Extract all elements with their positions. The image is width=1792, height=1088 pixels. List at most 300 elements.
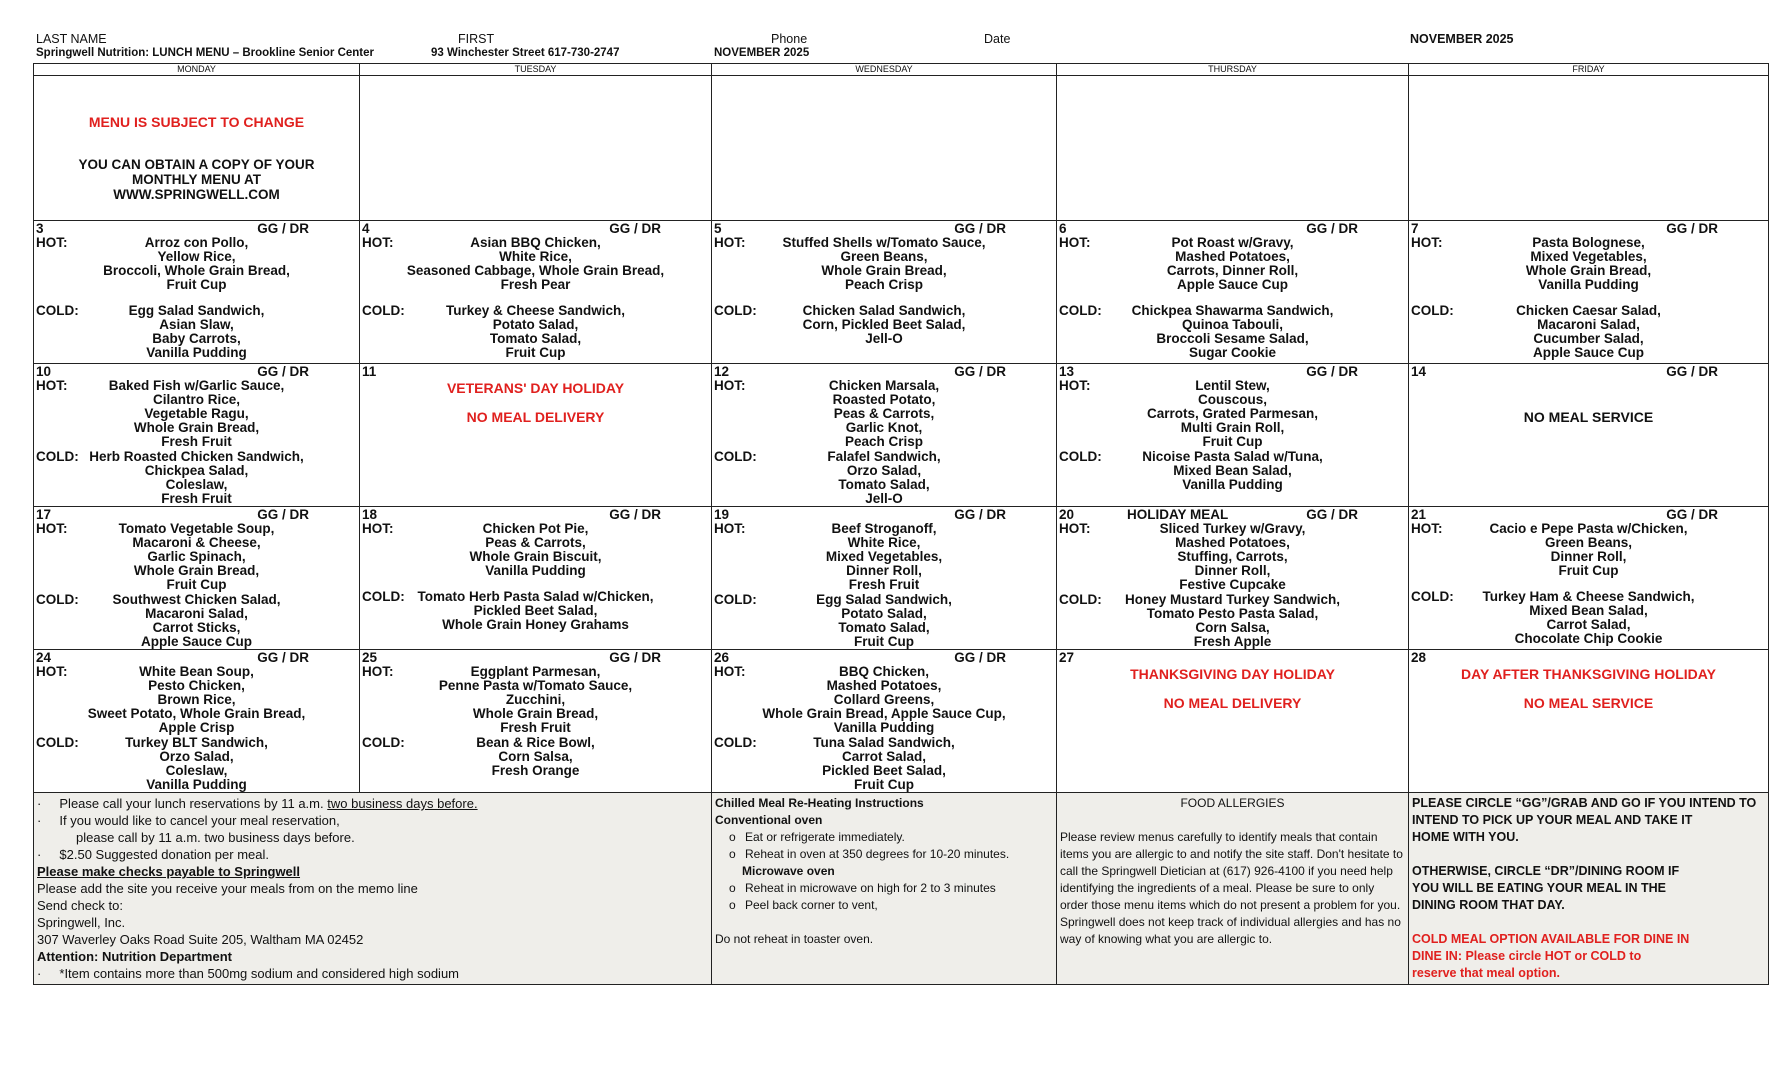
week-row [34, 650, 1769, 793]
notice-row [34, 76, 1769, 221]
grab-and-go-info [1409, 793, 1769, 985]
day-header: MONDAY [34, 64, 360, 76]
day-cell [712, 650, 1057, 793]
empty-cell [712, 76, 1057, 221]
month-heading-top: NOVEMBER 2025 [1410, 32, 1514, 46]
menu-item: Pot Roast w/Gravy, [1171, 235, 1294, 250]
gg-dr-choice: GG / DR [609, 507, 661, 522]
menu-item: Southwest Chicken Salad, [112, 592, 281, 607]
reservation-deadline-emphasis: two business days before. [327, 796, 478, 811]
menu-item: Garlic Knot, [845, 420, 923, 435]
cold-label: COLD: [362, 735, 405, 750]
hot-menu [1057, 236, 1408, 292]
reservation-deadline: Please call your lunch reservations by 11 a.m. [59, 796, 324, 811]
reheat-title: Chilled Meal Re-Heating Instructions [715, 796, 924, 810]
cold-label: COLD: [714, 449, 757, 464]
menu-item: Carrots, Grated Parmesan, [1146, 406, 1319, 421]
cold-menu [360, 736, 711, 778]
menu-item: Pesto Chicken, [148, 678, 245, 693]
hot-label: HOT: [1411, 521, 1443, 536]
menu-item: Corn, Pickled Beet Salad, [802, 317, 966, 332]
menu-title: Springwell Nutrition: LUNCH MENU – Brookline Senior Center [36, 47, 374, 59]
hot-label: HOT: [362, 521, 394, 536]
menu-item: Fruit Cup [1558, 563, 1619, 578]
weekday-header-row [34, 64, 1769, 76]
sodium-note: *Item contains more than 500mg sodium and considered high sodium [59, 966, 460, 981]
menu-item: BBQ Chicken, [838, 664, 930, 679]
menu-item: Eggplant Parmesan, [470, 664, 601, 679]
gg-dr-choice: GG / DR [609, 221, 661, 236]
dr-line: YOU WILL BE EATING YOUR MEAL IN THE [1412, 881, 1666, 895]
menu-item: Fruit Cup [166, 577, 227, 592]
hot-menu [360, 236, 711, 292]
date-number: 24 [36, 650, 52, 665]
hot-label: HOT: [36, 235, 68, 250]
hot-menu [34, 379, 359, 449]
menu-item: Coleslaw, [165, 477, 228, 492]
menu-item: Carrots, Dinner Roll, [1166, 263, 1299, 278]
date-number: 28 [1411, 650, 1427, 665]
gg-dr-choice: GG / DR [257, 507, 309, 522]
hot-menu [34, 665, 359, 735]
week-row [34, 221, 1769, 364]
hot-label: HOT: [362, 235, 394, 250]
menu-item: Penne Pasta w/Tomato Sauce, [438, 678, 633, 693]
day-cell [1409, 650, 1769, 793]
menu-item: Carrot Salad, [1546, 617, 1631, 632]
menu-item: Tomato Vegetable Soup, [118, 521, 275, 536]
menu-item: Chickpea Shawarma Sandwich, [1131, 303, 1334, 318]
food-allergies-info [1057, 793, 1409, 985]
menu-item: Asian Slaw, [159, 317, 234, 332]
menu-item: Tuna Salad Sandwich, [813, 735, 955, 750]
menu-item: Cilantro Rice, [152, 392, 241, 407]
hot-menu [1057, 522, 1408, 592]
hot-label: HOT: [1059, 235, 1091, 250]
hot-label: HOT: [1059, 378, 1091, 393]
menu-item: Turkey BLT Sandwich, [125, 735, 268, 750]
menu-item: Quinoa Tabouli, [1182, 317, 1283, 332]
menu-item: Baked Fish w/Garlic Sauce, [108, 378, 285, 393]
date-number: 5 [714, 221, 722, 236]
menu-item: Collard Greens, [833, 692, 935, 707]
menu-item: Fruit Cup [166, 277, 227, 292]
cold-menu [34, 450, 359, 506]
date-number: 11 [362, 364, 377, 379]
day-cell [712, 221, 1057, 364]
hot-menu [1409, 236, 1768, 292]
day-cell [34, 364, 360, 507]
hot-menu [712, 665, 1056, 735]
month-heading: NOVEMBER 2025 [714, 47, 810, 59]
cold-label: COLD: [36, 303, 79, 318]
menu-item: Stuffing, Carrots, [1177, 549, 1288, 564]
cancel-info: If you would like to cancel your meal reservation, [59, 813, 340, 828]
menu-item: Green Beans, [840, 249, 928, 264]
cold-label: COLD: [36, 449, 79, 464]
menu-item: Apple Sauce Cup [140, 634, 253, 649]
hot-label: HOT: [1059, 521, 1091, 536]
date-number: 6 [1059, 221, 1067, 236]
reheat-step: o Peel back corner to vent, [729, 898, 878, 912]
hot-label: HOT: [1411, 235, 1443, 250]
empty-cell [1409, 76, 1769, 221]
menu-item: Fresh Fruit [848, 577, 920, 592]
cold-menu [1057, 304, 1408, 360]
last-name-label: LAST NAME [36, 32, 107, 46]
menu-item: Corn Salsa, [1195, 620, 1270, 635]
cold-menu [1057, 593, 1408, 649]
menu-item: Brown Rice, [157, 692, 236, 707]
menu-item: Mashed Potatoes, [826, 678, 942, 693]
cold-label: COLD: [1059, 592, 1102, 607]
menu-item: Apple Sauce Cup [1176, 277, 1289, 292]
menu-item: Orzo Salad, [159, 749, 234, 764]
day-cell [1409, 364, 1769, 507]
cold-option-line: COLD MEAL OPTION AVAILABLE FOR DINE IN [1412, 932, 1690, 946]
gg-dr-choice: GG / DR [1666, 221, 1718, 236]
gg-dr-choice: GG / DR [257, 221, 309, 236]
menu-item: Peach Crisp [844, 434, 924, 449]
menu-item: Fruit Cup [505, 345, 566, 360]
date-number: 13 [1059, 364, 1075, 379]
menu-item: Sliced Turkey w/Gravy, [1159, 521, 1306, 536]
cold-menu [34, 304, 359, 360]
menu-item: Dinner Roll, [1194, 563, 1271, 578]
cold-menu [712, 304, 1056, 346]
reservation-info: · Please call your lunch reservations by 11 a.m. two business days before. · If you would like to cancel your meal reservation, please call by 11 a.m. two business days before. · $2.50 Suggested donation per meal. Please make checks payable to Springwell Please add the site you receive your meals from on the memo line Send check to: Springwell, Inc. 307 Waverley Oaks Road Suite 205, Waltham MA 02452 Attention: Nutrition Department · *Item contains more than 500mg sodium and considered high sodium [34, 793, 712, 985]
menu-item: Fresh Pear [500, 277, 571, 292]
menu-item: Vanilla Pudding [485, 563, 586, 578]
menu-item: Whole Grain Bread, [133, 563, 260, 578]
hot-menu [712, 236, 1056, 292]
menu-item: Honey Mustard Turkey Sandwich, [1124, 592, 1341, 607]
menu-item: White Rice, [847, 535, 921, 550]
cold-label: COLD: [714, 735, 757, 750]
menu-item: Mashed Potatoes, [1175, 535, 1290, 550]
menu-item: Whole Grain Bread, [472, 706, 599, 721]
menu-item: Multi Grain Roll, [1180, 420, 1285, 435]
menu-item: Chicken Salad Sandwich, [802, 303, 966, 318]
dr-line: OTHERWISE, CIRCLE “DR”/DINING ROOM IF [1412, 864, 1680, 878]
holiday-name: VETERANS' DAY HOLIDAY [446, 380, 625, 396]
menu-item: Potato Salad, [841, 606, 927, 621]
menu-item: Fruit Cup [1202, 434, 1263, 449]
date-number: 10 [36, 364, 52, 379]
menu-item: Coleslaw, [165, 763, 228, 778]
day-cell [1409, 221, 1769, 364]
reheat-instructions [712, 793, 1057, 985]
holiday-delivery-notice: NO MEAL DELIVERY [466, 409, 605, 425]
menu-item: White Rice, [499, 249, 572, 264]
holiday-name: DAY AFTER THANKSGIVING HOLIDAY [1461, 666, 1716, 682]
cold-label: COLD: [362, 303, 405, 318]
hot-label: HOT: [362, 664, 394, 679]
phone-label: Phone [771, 32, 808, 46]
gg-dr-choice: GG / DR [954, 650, 1006, 665]
menu-item: Mashed Potatoes, [1175, 249, 1290, 264]
company-address: 307 Waverley Oaks Road Suite 205, Waltham MA 02452 [37, 932, 364, 947]
menu-item: Whole Grain Bread, [821, 263, 947, 278]
gg-dr-choice: GG / DR [1306, 221, 1358, 236]
menu-item: Nicoise Pasta Salad w/Tuna, [1142, 449, 1323, 464]
menu-item: Apple Sauce Cup [1532, 345, 1645, 360]
menu-item: Dinner Roll, [1550, 549, 1627, 564]
day-cell [360, 650, 712, 793]
send-check-label: Send check to: [37, 898, 123, 913]
memo-instructions: Please add the site you receive your meals from on the memo line [37, 881, 418, 896]
hot-menu [1057, 379, 1408, 449]
menu-item: Festive Cupcake [1179, 577, 1286, 592]
gg-line: INTEND TO PICK UP YOUR MEAL AND TAKE IT [1412, 813, 1693, 827]
menu-item: Tomato Pesto Pasta Salad, [1146, 606, 1319, 621]
company-name: Springwell, Inc. [37, 915, 126, 930]
date-number: 3 [36, 221, 44, 236]
date-number: 20 [1059, 507, 1075, 522]
menu-item: Mixed Vegetables, [825, 549, 943, 564]
date-number: 4 [362, 221, 370, 236]
hot-menu [34, 236, 359, 292]
menu-item: Beef Stroganoff, [831, 521, 937, 536]
menu-item: Macaroni Salad, [145, 606, 248, 621]
cold-label: COLD: [36, 592, 79, 607]
cold-label: COLD: [714, 592, 757, 607]
menu-item: Fresh Apple [1193, 634, 1272, 649]
day-cell [1057, 364, 1409, 507]
cold-label: COLD: [1059, 449, 1102, 464]
menu-item: Bean & Rice Bowl, [476, 735, 595, 750]
hot-menu [1409, 522, 1768, 578]
hot-label: HOT: [36, 664, 68, 679]
cold-label: COLD: [36, 735, 79, 750]
menu-item: Roasted Potato, [832, 392, 936, 407]
day-header: TUESDAY [360, 64, 712, 76]
cold-label: COLD: [1411, 589, 1454, 604]
hot-menu [712, 522, 1056, 592]
menu-item: Vegetable Ragu, [144, 406, 249, 421]
cold-menu [712, 593, 1056, 649]
menu-item: Peas & Carrots, [485, 535, 586, 550]
menu-item: Pickled Beet Salad, [822, 763, 946, 778]
gg-dr-choice: GG / DR [1666, 364, 1718, 379]
menu-copy-notice: YOU CAN OBTAIN A COPY OF YOUR MONTHLY MENU AT WWW.SPRINGWELL.COM [78, 157, 315, 202]
menu-item: Tomato Salad, [838, 620, 930, 635]
date-number: 25 [362, 650, 378, 665]
cold-menu [360, 304, 711, 360]
cold-menu [360, 590, 711, 632]
menu-item: Chocolate Chip Cookie [1514, 631, 1663, 646]
holiday-delivery-notice: NO MEAL SERVICE [1523, 695, 1654, 711]
gg-dr-choice: GG / DR [954, 507, 1006, 522]
day-header: THURSDAY [1057, 64, 1409, 76]
cold-label: COLD: [362, 589, 405, 604]
menu-item: Vanilla Pudding [1182, 477, 1283, 492]
day-cell [360, 364, 712, 507]
menu-item: Orzo Salad, [846, 463, 922, 478]
cold-menu [34, 736, 359, 792]
menu-item: Chickpea Salad, [144, 463, 249, 478]
menu-item: Fruit Cup [854, 777, 914, 792]
hot-menu [360, 522, 711, 578]
day-cell [1057, 650, 1409, 793]
day-header: WEDNESDAY [712, 64, 1057, 76]
allergy-title: FOOD ALLERGIES [1180, 796, 1285, 810]
gg-line: PLEASE CIRCLE “GG”/GRAB AND GO IF YOU INTEND TO [1412, 796, 1757, 810]
menu-item: Zucchini, [505, 692, 566, 707]
allergy-text: Please review menus carefully to identify meals that contain items you are allergic to and notify the site staff. Don't hesitate to call the Springwell Dietician at (617) 926-4100 if you need help identifying the ingredients of a meal. Please be sure to only order those menu items which do not present a problem for you. Springwell does not keep track of individual allergies and has no way of knowing what you are allergic to. [1060, 830, 1403, 946]
menu-item: Vanilla Pudding [146, 777, 247, 792]
menu-item: Fresh Fruit [500, 720, 571, 735]
menu-item: Garlic Spinach, [147, 549, 246, 564]
menu-item: Potato Salad, [492, 317, 579, 332]
menu-item: Baby Carrots, [152, 331, 241, 346]
menu-item: Vanilla Pudding [146, 345, 247, 360]
menu-change-notice: MENU IS SUBJECT TO CHANGE [88, 114, 305, 130]
menu-item: Whole Grain Biscuit, [469, 549, 602, 564]
reheat-step: o Reheat in microwave on high for 2 to 3 minutes [729, 881, 996, 895]
date-number: 18 [362, 507, 378, 522]
menu-item: Turkey Ham & Cheese Sandwich, [1482, 589, 1695, 604]
day-cell [34, 650, 360, 793]
menu-item: Chicken Pot Pie, [482, 521, 589, 536]
menu-item: Egg Salad Sandwich, [128, 303, 265, 318]
hot-label: HOT: [36, 378, 68, 393]
menu-item: Cucumber Salad, [1533, 331, 1644, 346]
holiday-name: THANKSGIVING DAY HOLIDAY [1130, 666, 1335, 682]
gg-dr-choice: GG / DR [257, 364, 309, 379]
menu-item: White Bean Soup, [139, 664, 254, 679]
menu-item: Tomato Salad, [838, 477, 930, 492]
cold-menu [1409, 304, 1768, 360]
day-cell [712, 364, 1057, 507]
menu-item: Peas & Carrots, [833, 406, 935, 421]
cold-menu [34, 593, 359, 649]
holiday-delivery-notice: NO MEAL DELIVERY [1163, 695, 1302, 711]
menu-item: Arroz con Pollo, [144, 235, 249, 250]
dr-line: DINING ROOM THAT DAY. [1412, 898, 1565, 912]
menu-item: Fruit Cup [854, 634, 914, 649]
no-service-notice: NO MEAL SERVICE [1523, 409, 1654, 425]
menu-item: Broccoli, Whole Grain Bread, [103, 263, 290, 278]
menu-item: Corn Salsa, [498, 749, 573, 764]
attention-line: Attention: Nutrition Department [37, 949, 232, 964]
week-row [34, 507, 1769, 650]
menu-item: Tomato Salad, [489, 331, 582, 346]
menu-item: Peach Crisp [844, 277, 924, 292]
hot-label: HOT: [714, 378, 746, 393]
menu-item: Herb Roasted Chicken Sandwich, [89, 449, 304, 464]
hot-label: HOT: [714, 521, 746, 536]
menu-item: Lentil Stew, [1195, 378, 1270, 393]
menu-item: Fresh Fruit [161, 434, 232, 449]
day-header: FRIDAY [1409, 64, 1769, 76]
date-number: 17 [36, 507, 52, 522]
gg-dr-choice: GG / DR [1666, 507, 1718, 522]
date-number: 7 [1411, 221, 1419, 236]
day-cell [34, 221, 360, 364]
hot-menu [34, 522, 359, 592]
menu-item: Broccoli Sesame Salad, [1156, 331, 1309, 346]
date-label: Date [984, 32, 1011, 46]
gg-dr-choice: GG / DR [609, 650, 661, 665]
toaster-warning: Do not reheat in toaster oven. [715, 932, 874, 946]
date-number: 27 [1059, 650, 1075, 665]
menu-item: Pasta Bolognese, [1532, 235, 1645, 250]
menu-item: Whole Grain Bread, [133, 420, 260, 435]
menu-item: Chicken Caesar Salad, [1516, 303, 1661, 318]
menu-calendar [33, 63, 1769, 985]
menu-item: Jell-O [865, 331, 903, 346]
date-number: 26 [714, 650, 730, 665]
menu-item: Falafel Sandwich, [827, 449, 941, 464]
gg-dr-choice: GG / DR [1306, 507, 1358, 522]
cold-option-line: DINE IN: Please circle HOT or COLD to [1412, 949, 1642, 963]
cold-label: COLD: [1411, 303, 1454, 318]
cold-label: COLD: [1059, 303, 1102, 318]
menu-item: Carrot Sticks, [152, 620, 241, 635]
menu-item: Sweet Potato, Whole Grain Bread, [87, 706, 306, 721]
menu-item: Stuffed Shells w/Tomato Sauce, [782, 235, 986, 250]
menu-item: Whole Grain Bread, Apple Sauce Cup, [762, 706, 1006, 721]
hot-label: HOT: [36, 521, 68, 536]
day-cell [360, 221, 712, 364]
conventional-oven-heading: Conventional oven [715, 813, 823, 827]
menu-item: Sugar Cookie [1188, 345, 1277, 360]
menu-item: Green Beans, [1544, 535, 1633, 550]
menu-item: Mixed Bean Salad, [1529, 603, 1648, 618]
menu-item: Fresh Orange [491, 763, 580, 778]
menu-item: Chicken Marsala, [828, 378, 940, 393]
menu-item: Seasoned Cabbage, Whole Grain Bread, [406, 263, 665, 278]
notice-cell [34, 76, 360, 221]
menu-item: Jell-O [865, 491, 903, 506]
reheat-step: o Eat or refrigerate immediately. [729, 830, 905, 844]
day-cell [1409, 507, 1769, 650]
site-address: 93 Winchester Street 617-730-2747 [431, 47, 620, 59]
empty-cell [1057, 76, 1409, 221]
menu-item: Whole Grain Bread, [1525, 263, 1652, 278]
menu-item: Mixed Vegetables, [1530, 249, 1647, 264]
empty-cell [360, 76, 712, 221]
menu-item: Couscous, [1197, 392, 1267, 407]
menu-item: Whole Grain Honey Grahams [442, 617, 629, 632]
week-row [34, 364, 1769, 507]
checks-payable: Please make checks payable to Springwell [37, 864, 301, 879]
holiday-meal-tag: HOLIDAY MEAL [1127, 507, 1229, 522]
microwave-heading: Microwave oven [742, 864, 835, 878]
menu-item: Macaroni & Cheese, [132, 535, 261, 550]
cold-menu [1057, 450, 1408, 492]
gg-dr-choice: GG / DR [954, 221, 1006, 236]
day-cell [712, 507, 1057, 650]
date-number: 14 [1411, 364, 1427, 379]
hot-label: HOT: [714, 235, 746, 250]
hot-label: HOT: [714, 664, 746, 679]
day-cell [1057, 507, 1409, 650]
info-row [34, 793, 1769, 985]
menu-item: Fresh Fruit [161, 491, 232, 506]
cold-menu [712, 450, 1056, 506]
gg-dr-choice: GG / DR [954, 364, 1006, 379]
cold-menu [1409, 590, 1768, 646]
date-number: 19 [714, 507, 730, 522]
date-number: 21 [1411, 507, 1427, 522]
reheat-step: o Reheat in oven at 350 degrees for 10-20 minutes. [729, 847, 1010, 861]
gg-dr-choice: GG / DR [1306, 364, 1358, 379]
menu-item: Apple Crisp [158, 720, 235, 735]
menu-item: Asian BBQ Chicken, [470, 235, 601, 250]
gg-line: HOME WITH YOU. [1412, 830, 1519, 844]
